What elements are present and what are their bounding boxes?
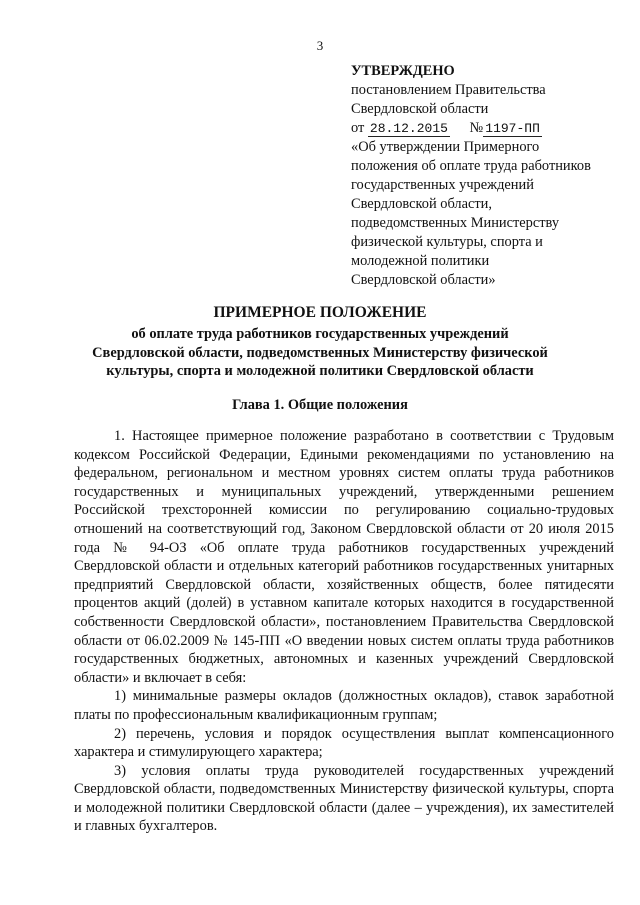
body-paragraph: 1) минимальные размеры окладов (должностных окладов), ставок заработной платы по профессиональным квалификационным группам; bbox=[74, 688, 614, 723]
approval-title-line: государственных учреждений bbox=[351, 177, 534, 193]
document-subtitle-line: об оплате труда работников государственных учреждений bbox=[131, 326, 509, 342]
approved-label: УТВЕРЖДЕНО bbox=[351, 63, 455, 79]
approval-title-line: Свердловской области, bbox=[351, 196, 492, 212]
approval-title-line: положения об оплате труда работников bbox=[351, 158, 591, 174]
approved-by: постановлением Правительства bbox=[351, 82, 546, 98]
approval-number: 1197-ПП bbox=[485, 121, 540, 136]
approved-region: Свердловской области bbox=[351, 101, 489, 117]
number-prefix: № bbox=[469, 120, 484, 136]
approval-stamp-block bbox=[351, 62, 621, 290]
body-paragraph: 3) условия оплаты труда руководителей государственных учреждений Свердловской области, подведомственных Министерству физической культуры, спорта и молодежной политики Свердловской области (далее – учреждения), их заместителей и главных бухгалтеров. bbox=[74, 762, 614, 835]
approval-title-line: «Об утверждении Примерного bbox=[351, 139, 540, 155]
body-paragraph: 1. Настоящее примерное положение разработано в соответствии с Трудовым кодексом Российской Федерации, Едиными рекомендациями по установлению на федеральном, региональном и местном уровнях систем оплаты труда работников государственных и муниципальных учреждений, утвержденными решением Российской трехсторонней комиссии по регулированию социально-трудовых отношений на соответствующий год, Законом Свердловской области от 20 июля 2015 года № 94-ОЗ «Об оплате труда работников государственных учреждений Свердловской области и отдельных категорий работников государственных унитарных предприятий Свердловской области, хозяйственных обществ, более пятидесяти процентов акций (долей) в уставном капитале которых находится в государственной собственности Свердловской области», постановлением Правительства Свердловской области от 06.02.2009 № 145-ПП «О введении новых систем оплаты труда работников государственных бюджетных, автономных и казенных учреждений Свердловской области» и включает в себя: bbox=[74, 428, 614, 686]
document-title-block bbox=[60, 302, 580, 381]
approval-title-line: Свердловской области» bbox=[351, 272, 496, 288]
approval-title-line: молодежной политики bbox=[351, 253, 490, 269]
approval-date-line bbox=[351, 119, 621, 138]
approval-title-line: физической культуры, спорта и bbox=[351, 234, 543, 250]
body-paragraph: 2) перечень, условия и порядок осуществления выплат компенсационного характера и стимулирующего характера; bbox=[74, 725, 614, 761]
approval-title-line: подведомственных Министерству bbox=[351, 215, 560, 231]
document-body bbox=[74, 427, 614, 836]
document-subtitle-line: культуры, спорта и молодежной политики Свердловской области bbox=[106, 363, 534, 379]
document-subtitle-line: Свердловской области, подведомственных Министерству физической bbox=[92, 344, 548, 361]
page-number: 3 bbox=[316, 38, 324, 53]
date-prefix: от bbox=[351, 120, 365, 136]
chapter-heading: Глава 1. Общие положения bbox=[232, 397, 408, 413]
document-title: ПРИМЕРНОЕ ПОЛОЖЕНИЕ bbox=[213, 304, 427, 321]
approval-date: 28.12.2015 bbox=[369, 121, 448, 136]
